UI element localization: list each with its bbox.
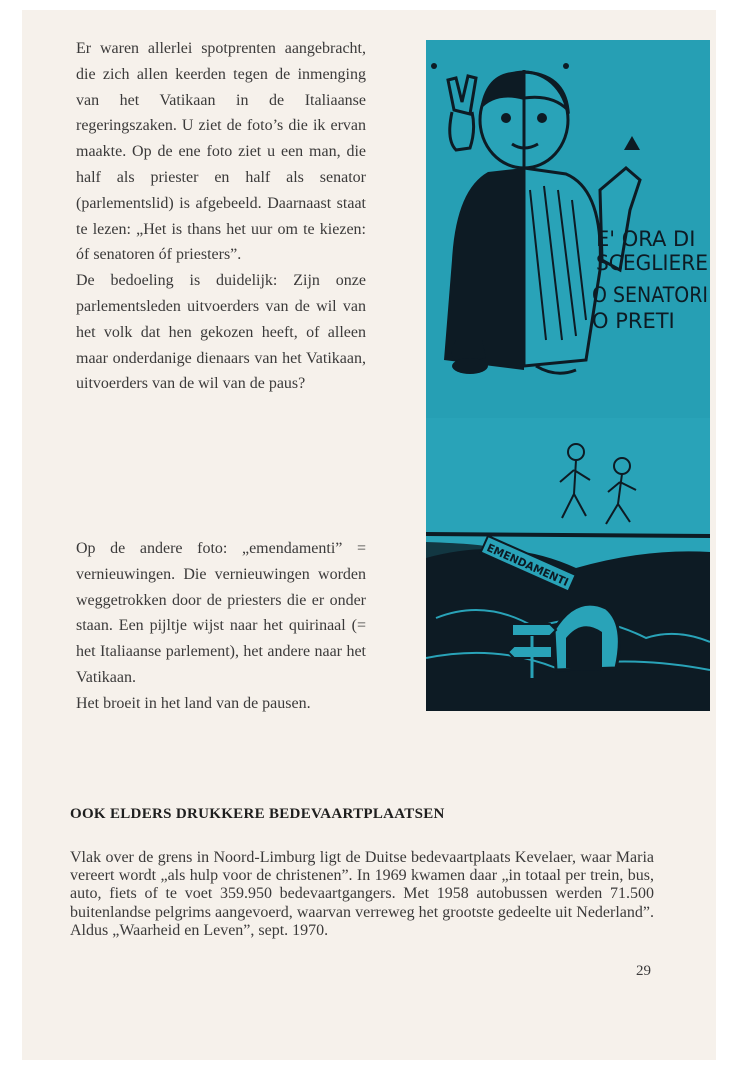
paragraph-spotprenten: Er waren allerlei spotprenten aangebracht, die zich allen keerden tegen de inmenging van het Vatikaan in de Italiaanse regeringszaken. U ziet de foto’s die ik ervan maakte. Op de ene foto ziet u een man, die half als priester en half als senator (parlementslid) is afgebeeld. Daarnaast staat te lezen: „Het is thans het uur om te kiezen: óf senatoren óf priesters”. <box>76 40 366 264</box>
section-heading: OOK ELDERS DRUKKERE BEDEVAARTPLAATSEN <box>70 806 445 822</box>
left-text-column-top <box>76 36 366 397</box>
photo-priest-senator-cartoon <box>426 40 710 418</box>
left-text-column-bottom <box>76 536 366 717</box>
photo-emendamenti-cartoon <box>426 418 710 711</box>
priest-senator-illustration <box>426 40 710 418</box>
page-number: 29 <box>636 963 651 979</box>
paragraph-andere-foto: Op de andere foto: „emendamenti” = vernieuwingen. Die vernieuwingen worden weggetrokken door de priesters die er onder staan. Een pijltje wijst naar het quirinaal (= het Italiaanse parlement), het andere naar het Vatikaan. <box>76 540 366 686</box>
paragraph-bedoeling: De bedoeling is duidelijk: Zijn onze parlementsleden uitvoerders van de wil van het volk dat hen gekozen heeft, of alleen maar onderdanige dienaars van het Vatikaan, uitvoerders van de wil van de paus? <box>76 272 366 393</box>
emendamenti-banner: EMENDAMENTI <box>484 541 575 591</box>
caption-line-2: SCEGLIERE <box>596 251 708 275</box>
section-body: Vlak over de grens in Noord-Limburg ligt de Duitse bedevaartplaats Kevelaer, waar Maria vereert wordt „als hulp voor de christenen”. In 1969 kwamen daar „in totaal per trein, bus, auto, fiets of te voet 359.950 bedevaartgangers. Met 1958 autobussen werden 71.500 buitenlandse pelgrims aangevoerd, waarvan verreweg het grootste gedeelte uit Nederland”. Aldus „Waarheid en Leven”, sept. 1970. <box>70 849 654 939</box>
paragraph-broeit: Het broeit in het land van de pausen. <box>76 694 311 712</box>
caption-line-1: E' ORA DI <box>596 227 696 251</box>
caption-line-3: O SENATORI <box>592 283 708 307</box>
caption-line-4: O PRETI <box>592 309 675 333</box>
emendamenti-illustration <box>426 418 710 711</box>
